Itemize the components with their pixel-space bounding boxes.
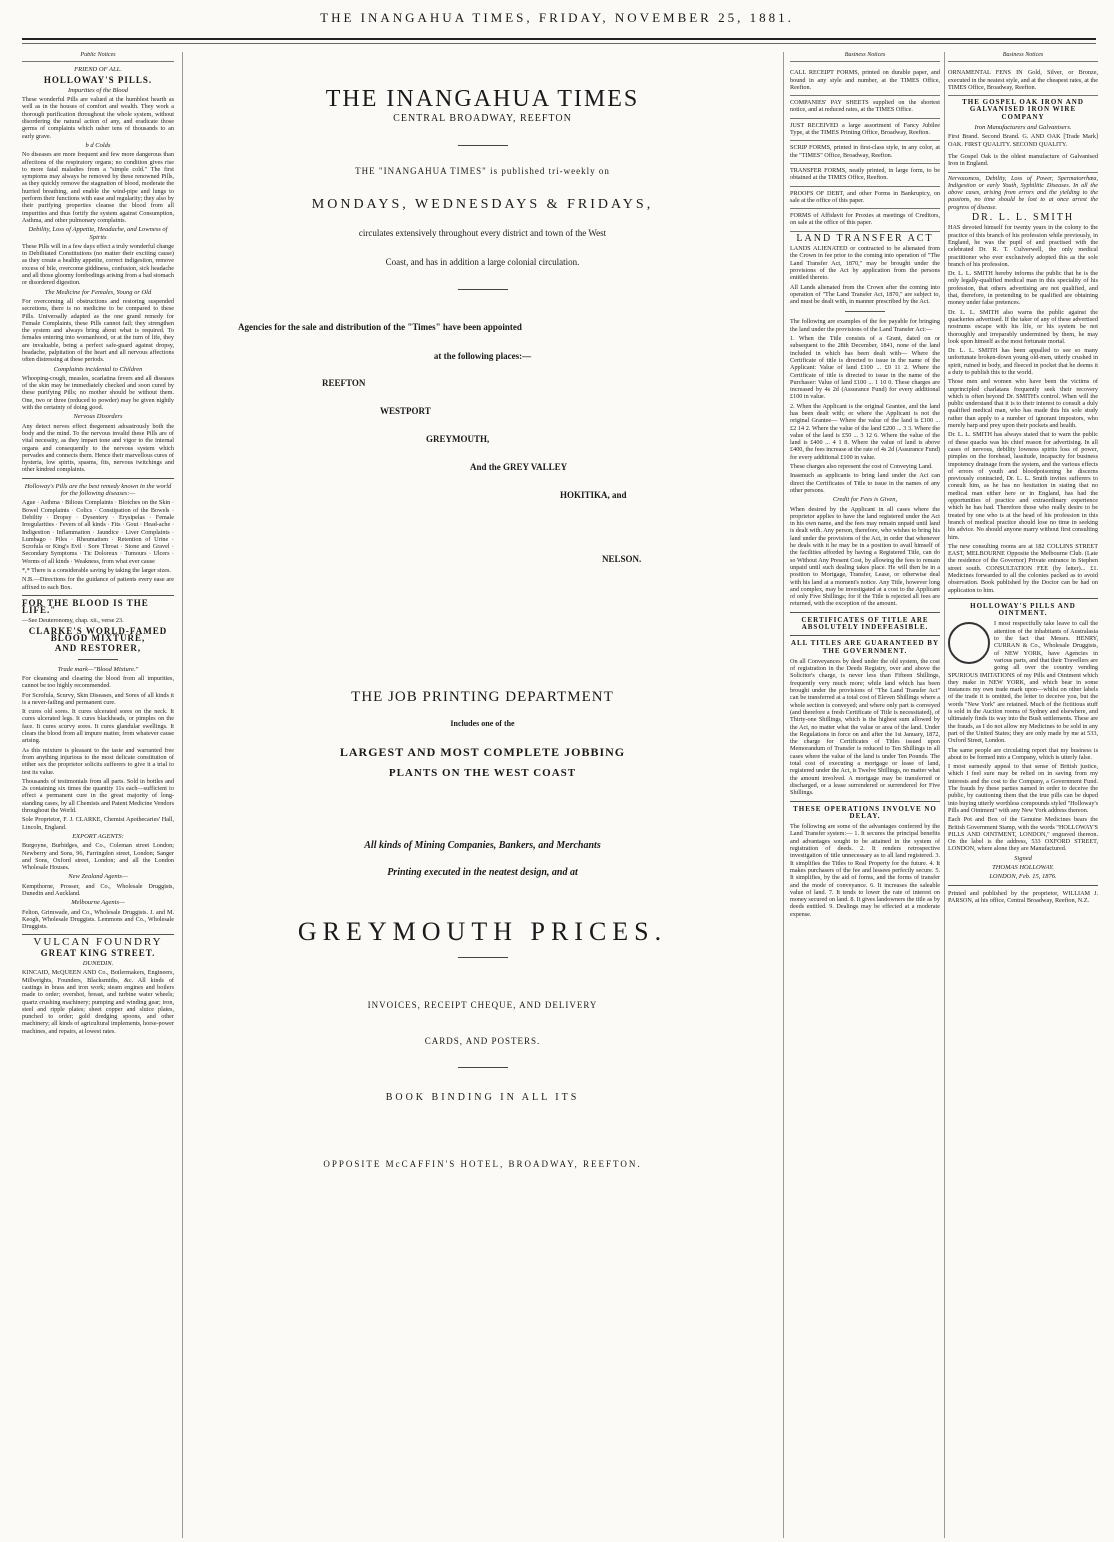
land-text-3: The following are examples of the fee payable for bringing the land under the provisions of the Land Transfer Act:— <box>790 318 940 333</box>
nz-agents: Kempthorne, Prosser, and Co., Wholesale Druggists, Dunedin and Auckland. <box>22 882 174 897</box>
business-ad: JUST RECEIVED a large assortment of Fancy Jubilee Type, at the TIMES Printing Office, Broadway, Reefton. <box>790 119 940 142</box>
smith-text-4: Dr. L. L. SMITH has been appalled to see so many unfortunate broken-down young old-men, utterly crushed in spirit, ruined in body, and fleeced in pocket that he deems it a duty to publish this to the world. <box>948 347 1098 376</box>
holloway-ointment-title: HOLLOWAY'S PILLS AND OINTMENT. <box>970 601 1076 618</box>
smith-text-3: Dr. L. L. SMITH also warns the public against the quackeries advertised. If the taker of any of these advertised nostrums escape with his life, or his system be not thoroughly and irreparably undermined by them, he may look upon himself as the most fortunate mortal. <box>948 308 1098 345</box>
clarke-cures: It cures old sores. It cures ulcerated sores on the neck. It cures ulcerated legs. It cures blackheads, or pimples on the face. It cures scurvy sores. It cures glandular swellings. It clears the blood from all impure matter, from whatever cause arising. <box>22 708 174 745</box>
certificates-title: CERTIFICATES OF TITLE ARE ABSOLUTELY INDEFEASIBLE. <box>801 615 929 631</box>
place-grey-valley: And the GREY VALLEY <box>470 462 568 473</box>
holloway-notice-3: I most earnestly appeal to that sense of British justice, which I feel sure may be relied on in saving from my interests and the cost to the Company, a Government Fund. The frauds by these parties named in order to deceive the public, by cautioning them that the true pills can be duped into buying utterly worthless compounds styled "Holloway's Pills and Ointment" with any New York address thereon. <box>948 763 1098 814</box>
credit-heading: Credit for Fees is Given, <box>832 496 898 504</box>
publication-days: MONDAYS, WEDNESDAYS & FRIDAYS, <box>311 196 654 212</box>
printing-line: Printing executed in the neatest design, and at <box>387 866 578 878</box>
operations-title: THESE OPERATIONS INVOLVE NO DELAY. <box>793 804 937 820</box>
clarke-text-4: Thousands of testimonials from all parts. Sold in bottles and 2s containing six times the quantity 11s each—sufficient to effect a permanent cure in the great majority of long-standing cases, by all Chemists and Patent Medicine Vendors throughout the World. <box>22 777 174 815</box>
business-ad: PROOFS OF DEBT, and other Forms in Bankruptcy, on sale at the office of this paper. <box>790 187 940 210</box>
largest-line: LARGEST AND MOST COMPLETE JOBBING <box>339 744 626 759</box>
smith-text-2: Dr. L. L. SMITH hereby informs the public that he is the only legally-qualified medical man in this speciality of his profession, that others advertising are not qualified, and that, therefore, in pretending to be qualified are obtaining money under false pretences. <box>948 270 1098 307</box>
vulcan-title: VULCAN FOUNDRY <box>33 936 163 949</box>
place-greymouth: GREYMOUTH, <box>426 434 490 445</box>
gospel-oak-ad: The Gospel Oak is the oldest manufacture of Galvanised Iron in England. <box>948 150 1098 173</box>
nz-heading: New Zealand Agents— <box>68 873 128 881</box>
friend-heading: FRIEND OF ALL. <box>74 66 122 74</box>
ornament-rule <box>458 145 508 146</box>
land-transfer-title: LAND TRANSFER ACT <box>796 232 934 244</box>
includes-line: Includes one of the <box>450 718 515 728</box>
nb-note: N.B.—Directions for the guidance of patients every ease are affixed to each Box. <box>22 576 174 591</box>
nervous-heading: Nervous Disorders <box>73 413 123 421</box>
smith-text-7: The new consulting rooms are at 182 COLLINS STREET EAST, MELBOURNE Opposite the Melbourne Club. (Late the residence of the Governor) Private entrance in Stephen street south. CONSULTATION FEE (by letter)... £1. Medicines forwarded to all the colonies packed as to avoid observation. Book published by the Doctor can be had on application to him. <box>948 542 1098 594</box>
females-text: For overcoming all obstructions and restoring suspended secretions, there is no medicine to be compared to these Pills. Universally adapted as the one grand remedy for Female Complaints, these Pills cannot fail; they strengthen the system and always bring about what is required. To females entering into womanhood, or at the turn of life, they are invaluable, being a perfect safe-guard against dropsy, headache, palpitation of the heart and all nervous affections often distressing at these periods. <box>22 297 174 364</box>
clarke-title: CLARKE'S WORLD-FAMED BLOOD MIXTURE, <box>28 625 168 644</box>
published-line: THE "INANGAHUA TIMES" is published tri-weekly on <box>355 165 610 176</box>
column-public-notices <box>22 52 174 1538</box>
circulation-line: circulates extensively throughout every district and town of the West <box>358 228 607 239</box>
operations-text: The following are some of the advantages conferred by the Land Transfer system:— 1. It secures the principal benefits and advantages sought to be attained in the system of registration of deeds. 2. It renders retrospective investigation of title unnecessary as to all land registered. 3. It simplifies the Titles to Real Property for the future. 4. It makes purchasers of the fee and lessees perfectly secure. 5. It simplifies, by the aid of forms, and the forms of transfer and the mode of conveyance. 6. It increases the saleable value of land. 7. It tends to lower the rate of interest on money secured on land. 8. It gives landowners the title as by deeds entitled. 9. Dealings may be effected at a moderate expense. <box>790 823 940 918</box>
ornamental-ad: ORNAMENTAL FENS IN Gold, Silver, or Bronze, executed in the neatest style, and at the cheapest rates, at the TIMES Office, Broadway, Reefton. <box>948 66 1098 96</box>
smith-text-1: HAS devoted himself for twenty years in the colony to the practice of this branch of his profession while previously, in England, he was the pupil of and practised with the celebrated Dr. R. T. Culverwell, the only medical practitioner who ever exclusively adopted this as the sole branch of his profession. <box>948 224 1098 268</box>
masthead-rule <box>22 38 1096 40</box>
nervousness-text: Nervousness, Debility, Loss of Power, Spermatorrhœa, Indigestion or early Youth, Syphilitic Diseases. In all the above cases, arising from errors and the yielding to the passions, no time should be lost to at once arrest the progress of disease. <box>948 174 1098 211</box>
ornament-rule <box>458 957 508 958</box>
places-intro: at the following places:— <box>433 351 532 362</box>
column-business-notices-2 <box>948 52 1098 1538</box>
land-text-2: All Lands alienated from the Crown after the coming into operation of "The Land Transfer Act, 1870," are subject to, and must be dealt with, in manner prescribed by the Act. <box>790 283 940 306</box>
holloway-notice-1: I most respectfully take leave to call the attention of the inhabitants of Australasia to the fact that Messrs. HENRY, CURRAN & Co., Wholesale Druggists, of NEW YORK, have Agencies in various parts, and that their Travellers are going all over the country vending SPURIOUS IMITATIONS of my Pills and Ointment which they make in NEW YORK, and which bear in some instances my own trade mark upon—whilst on other labels of the trade it is omitted, the letter to deceive you, but the words "New York" are retained. Much of the fictitious stuff is sold in the Auction rooms of Sydney and elsewhere, and ultimately finds its way into the Bush settlements. These are the frauds, as I do not allow my Medicines to be sold in any part of the United States; they are only made by me at 533, Oxford Street, London. <box>948 620 1098 745</box>
office-address: OPPOSITE McCAFFIN'S HOTEL, BROADWAY, REEFTON. <box>323 1159 642 1170</box>
masthead: THE INANGAHUA TIMES, FRIDAY, NOVEMBER 25, 1881. <box>320 10 794 25</box>
paper-address: CENTRAL BROADWAY, REEFTON <box>393 113 572 125</box>
section-heading: Business Notices <box>790 52 940 62</box>
land-text-7: Inasmuch as applicants to bring land under the Act can direct the Certificates of Title to issue in the names of any other persons. <box>790 472 940 494</box>
children-text: Whooping-cough, measles, scarlatina fevers and all diseases of the skin may be immediately checked and soon cured by these purifying Pills; no mother should be without them. One, two or three (reduced to powder) may be given nightly with the certainty of doing good. <box>22 374 174 412</box>
export-agents: Burgoyne, Burbidges, and Co., Coleman street London; Newberry and Sons, 96, Farringdon street, London; Sanger and Sons, Oxford street, London; and all the London Wholesale Houses. <box>22 842 174 872</box>
agencies-line: Agencies for the sale and distribution of the "Times" have been appointed <box>238 321 522 332</box>
vulcan-city: DUNEDIN. <box>82 960 114 968</box>
greymouth-prices: GREYMOUTH PRICES. <box>297 917 668 947</box>
imprint: Printed and published by the proprietor, WILLIAM J. PARSON, at his office, Central Broadway, Reefton, N.Z. <box>948 889 1098 904</box>
ornament-rule <box>458 1067 508 1068</box>
colds-heading: b d Colds <box>85 141 111 149</box>
business-ad: SCRIP FORMS, printed in first-class style, in any color, at the "TIMES" Office, Broadway, Reefton. <box>790 141 940 164</box>
holloway-notice-2: The same people are circulating report that my business is about to be formed into a Company, which is utterly false. <box>948 746 1098 761</box>
section-heading: Business Notices <box>948 52 1098 62</box>
land-text-5: 2. When the Applicant is the original Grantee, and the land has been dealt with; or where the Applicant is not the original Grantee— Where the value of the land is £100 ... £2 14 2. Where the value of the land £200 ... 3 3. Where the value of the land is £50 ... 3 12 6. Where the value of the land is £400 ... 4 1 8. Where the value of land is above £400, the fees increase at the rate of 4s 2d (Assurance Fund) for every additional £100 in value. <box>790 402 940 461</box>
business-ad: COMPANIES' PAY SHEETS supplied on the shortest notice, and at reduced rates, at the TIMES Office. <box>790 96 940 119</box>
holloway-notice-4: Each Pot and Box of the Genuine Medicines bears the British Government Stamp, with the words "HOLLOWAY'S PILLS AND OINTMENT, LONDON," engraved thereon. On the label is the address, 533 OXFORD STREET, LONDON, where alone they are Manufactured. <box>948 816 1098 853</box>
signed-name: THOMAS HOLLOWAY. <box>992 863 1054 871</box>
plants-line: PLANTS ON THE WEST COAST <box>388 767 577 780</box>
smith-text-6: Dr. L. L. SMITH has always stated that to warn the public of these quacks was his chief reason for advertising. In all cases of nervous, debility lowness spirits loss of power, pimples on the forehead, lassitude, incapacity for business impotency drainage from the system, and the various effects of errors of youth and bloodpoisoning he discerns previously contracted, Dr. L. L. Smith invites sufferers to consult him, as he has no hesitation in stating that no medical man either here or in England, has had the opportunities of practice and extraordinary experience which he has had. Therefore those who really desire to be treated by one who is at the head of his profession in this branch of medical practice should lose no time in seeking his advice. No should anyone marry without first consulting him. <box>948 431 1098 541</box>
dr-smith-title: DR. L. L. SMITH <box>971 212 1075 224</box>
clarke-proprietor: Sole Proprietor, F. J. CLARKE, Chemist Apothecaries' Hall, Lincoln, England. <box>22 816 174 831</box>
gospel-oak-title: THE GOSPEL OAK IRON AND GALVANISED IRON WIRE COMPANY <box>962 98 1084 121</box>
debility-text: These Pills will in a few days effect a truly wonderful change in Debilitated Constitutions (no matter their exciting cause) as they create a healthy appetite, correct indigestion, remove excess of bile, overcome giddiness, confusion, sick headache and all those gloomy forebodings arising from a bad stomach or disordered digestion. <box>22 242 174 287</box>
business-ad: FORMS of Affidavit for Proxies at meetings of Creditors, on sale at the office of this paper. <box>790 209 940 232</box>
ornament-rule <box>458 289 508 290</box>
vulcan-street: GREAT KING STREET. <box>40 947 156 958</box>
remedy-heading: Holloway's Pills are the best remedy known in the world for the following diseases:— <box>24 482 172 498</box>
land-text-4: 1. When the Title consists of a Grant, dated on or subsequent to the 28th December, 1841, none of the land included in which has been dealt with— Where the Certificate of title is directed to issue in the name of the Applicant: Value of land £100 ... £0 11 2. Where the Certificate of title is directed to issue in the name of the Purchaser: Value of land £100 ... 1 10 0. These charges are increased by 4s 2d (Assurance Fund) for every additional £100 in value. <box>790 335 940 401</box>
credit-text: When desired by the Applicant in all cases where the proprietor applies to have the land registered under the Act in his own name, and the fees may remain unpaid until land is dealt with. Any person, therefore, who wishes to bring his land under the provisions of the Act, in order that whenever he deals with it he may be in a position to avail himself of the facilities afforded by having a Registered Title, can do so Without Any Present Cost, by allowing the fees to remain unpaid until such dealing takes place. He will then be in a position to Mortgage, Transfer, Lease, or otherwise deal with his land at a moment's notice. Any Title, however long and complex, may be investigated at a cost to the Applicant of only Five Shillings; for if the Title is rejected all fees are returned, with the exception of the amount. <box>790 505 940 608</box>
gospel-brands: First Brand. Second Brand. G. AND OAK [Trade Mark] OAK. FIRST QUALITY. SECOND QUALITY. <box>948 133 1098 148</box>
guarantee-text: On all Conveyances by deed under the old system, the cost of registration in the Deeds Registry, over and above the Solicitor's charge, is never less than Fifteen Shillings, frequently very much more; while land which has been brought under the provisions of "The Land Transfer Act" can be transferred at a total cost of Eleven Shillings where a whole section is conveyed; and where only part is conveyed (and therefore a fresh Certificate of Title is necessitated), of Thirty-one Shillings, which is the highest sum allowed by the Act, no matter what the value or area of the land. Under the Regulations in force on and after the 1st January, 1872, the charge for Certificates of Titles issued upon Memorandum of Transfer is reduced to Ten Shillings in all cases where the value of the land is under Ten Pounds. The total cost of executing a mortgage or lease of land, registered under the Act, is Twelve Shillings, no matter what the amount involved. A mortgage may be transferred or discharged, or a lease surrendered or surrendered for Five Shillings. <box>790 657 940 797</box>
place-westport: WESTPORT <box>380 406 431 417</box>
mining-line: All kinds of Mining Companies, Bankers, and Merchants <box>364 839 601 851</box>
business-ad: CALL RECEIPT FORMS, printed on durable paper, and bound in any style and number, at the TIMES Office, Reefton. <box>790 66 940 96</box>
business-ad: TRANSFER FORMS, neatly printed, in large form, to be obtained at the TIMES Office, Reefton. <box>790 164 940 187</box>
export-heading: EXPORT AGENTS: <box>72 832 124 840</box>
females-heading: The Medicine for Females, Young or Old <box>44 288 152 296</box>
clarke-trademark: Trade mark—"Blood Mixture." <box>57 665 139 673</box>
place-reefton: REEFTON <box>322 378 366 389</box>
land-text-6: These charges also represent the cost of Conveying Land. <box>790 463 933 471</box>
restorer-title: AND RESTORER, <box>54 643 142 654</box>
job-printing-title: THE JOB PRINTING DEPARTMENT <box>351 689 614 706</box>
place-hokitika: HOKITIKA, and <box>560 490 627 501</box>
signed-label: Signed <box>1014 854 1032 862</box>
column-business-notices <box>790 52 940 1538</box>
blood-reference: —See Deuteronomy, chap. xii., verse 23. <box>22 617 124 625</box>
cards-line: CARDS, AND POSTERS. <box>424 1035 541 1046</box>
clarke-text-3: As this mixture is pleasant to the taste and warranted free from anything injurious to the most delicate constitution of either sex the proprietor solicits sufferers to give it a trial to test its value. <box>22 746 174 776</box>
disease-list: Ague · Asthma · Bilious Complaints · Blotches on the Skin · Bowel Complaints · Colics · Constipation of the Bowels · Debility · Dropsy · Dysentery · Erysipelas · Female Irregularities · Fevers of all kinds · Fits · Gout · Head-ache · Indigestion · Inflammation · Jaundice · Liver Complaints · Lumbago · Piles · Rheumatism · Retention of Urine · Scrofula or King's Evil · Sore Throat · Stone and Gravel · Secondary Symptoms · Tic Doloreux · Tumours · Ulcers · Worms of all kinds · Weakness, from what ever cause <box>22 499 174 565</box>
times-advertisement <box>190 52 775 1538</box>
masthead-rule-thin <box>22 43 1096 44</box>
place-nelson: NELSON. <box>602 554 642 565</box>
melb-heading: Melbourne Agents— <box>71 899 125 907</box>
paper-name: THE INANGAHUA TIMES <box>325 86 640 112</box>
holloways-title: HOLLOWAY'S PILLS. <box>43 74 153 85</box>
holloways-intro: These wonderful Pills are valued at the humblest hearth as well as in the houses of comfort and wealth. They work a thorough purification throughout the whole system, without disordering the natural action of any, and eradicate those germs of complaints which usher tens of thousands to an early grave. <box>22 96 174 140</box>
invoices-line: INVOICES, RECEIPT CHEQUE, AND DELIVERY <box>367 1000 598 1011</box>
gospel-oak-subtitle: Iron Manufacturers and Galvanisers. <box>974 124 1072 132</box>
coast-line: Coast, and has in addition a large colonial circulation. <box>385 257 580 268</box>
signed-date: LONDON, Feb. 15, 1876. <box>989 873 1057 881</box>
column-divider <box>944 52 945 1538</box>
section-heading: Public Notices <box>22 52 174 62</box>
clarke-text-1: For cleansing and clearing the blood from all impurities, cannot be too highly recommended. <box>22 674 174 690</box>
holloways-subtitle: Impurities of the Blood <box>67 86 129 94</box>
holloway-seal-icon <box>948 622 990 664</box>
column-divider <box>783 52 784 1538</box>
land-text-1: LANDS ALIENATED or contracted to be alienated from the Crown in fee prior to the coming into operation of "The Land Transfer Act, 1870," may be brought under the provisions of the Act by application from the persons entitled thereto. <box>790 245 940 282</box>
debility-heading: Debility, Loss of Appetite, Headache, and Lowness of Spirits <box>28 226 168 241</box>
colds-text: No diseases are more frequent and few more dangerous than affections of the respiratory organs; no condition gives rise to more fatal maladies from a "simple cold." The first symptoms may always be removed by these renowned Pills, as they quickly remove the stagnation of blood, moderate the hurried breathing, and enable the wind-pipe and lungs to perform their functions with ease and regularity; they also by their purifying properties cleanse the blood from all impurities and thus fortify the system against Consumption, Asthma, and other pulmonary complaints. <box>22 151 174 224</box>
children-heading: Complaints incidental to Children <box>53 365 143 373</box>
book-binding-line: BOOK BINDING IN ALL ITS <box>385 1092 580 1104</box>
blood-title: FOR THE BLOOD IS THE LIFE." <box>22 597 149 616</box>
clarke-text-2: For Scrofula, Scurvy, Skin Diseases, and Sores of all kinds it is a never-failing and permanent cure. <box>22 691 174 706</box>
melb-agents: Felton, Grimwade, and Co., Wholesale Druggists. J. and M. Keogh, Wholesale Druggists. Lemmons and Co., Wholesale Druggists. <box>22 908 174 931</box>
column-divider <box>182 52 183 1538</box>
saving-note: *,* There is a considerable saving by taking the larger sizes. <box>22 567 171 574</box>
smith-text-5: Those men and women who have been the victims of unprincipled charlatans frequently seek their recovery which is often beyond Dr. SMITH's control. When will the public understand that it is to their interest to consult a duly qualified medical man, who has made this his sole study rather than apply to a number of ignorant impostors, who merely harp and prey upon their pockets and health. <box>948 378 1098 430</box>
kincaid-text: KINCAID, McQUEEN AND Co., Boilermakers, Engineers, Millwrights, Founders, Blacksmiths, &c. All kinds of castings in brass and iron work; steam engines and boilers made to order; overshot, breast, and turbine water wheels; quartz crushing machinery; pumping and winding gear; iron, steel and ripple plates; sheet copper and sluice plates, punched to order; gold dredging spoons, and other machinery; all kinds of agricultural implements, horse-power machines, and repairs, at lowest rates. <box>22 969 174 1035</box>
nervous-text: Any detect nerves effect thegement adoastrously both the body and the mind. To the nervous invalid these Pills are of vital necessity, as they impart tone and vigor to the internal organs and consequently to the nervous system which pervades and connects them. Hence their marvellous cures of hysteria, low spirits, spasms, fits, nervous twitchings and other kindred complaints. <box>22 422 174 474</box>
guarantee-title: ALL TITLES ARE GUARANTEED BY THE GOVERNMENT. <box>790 639 940 655</box>
